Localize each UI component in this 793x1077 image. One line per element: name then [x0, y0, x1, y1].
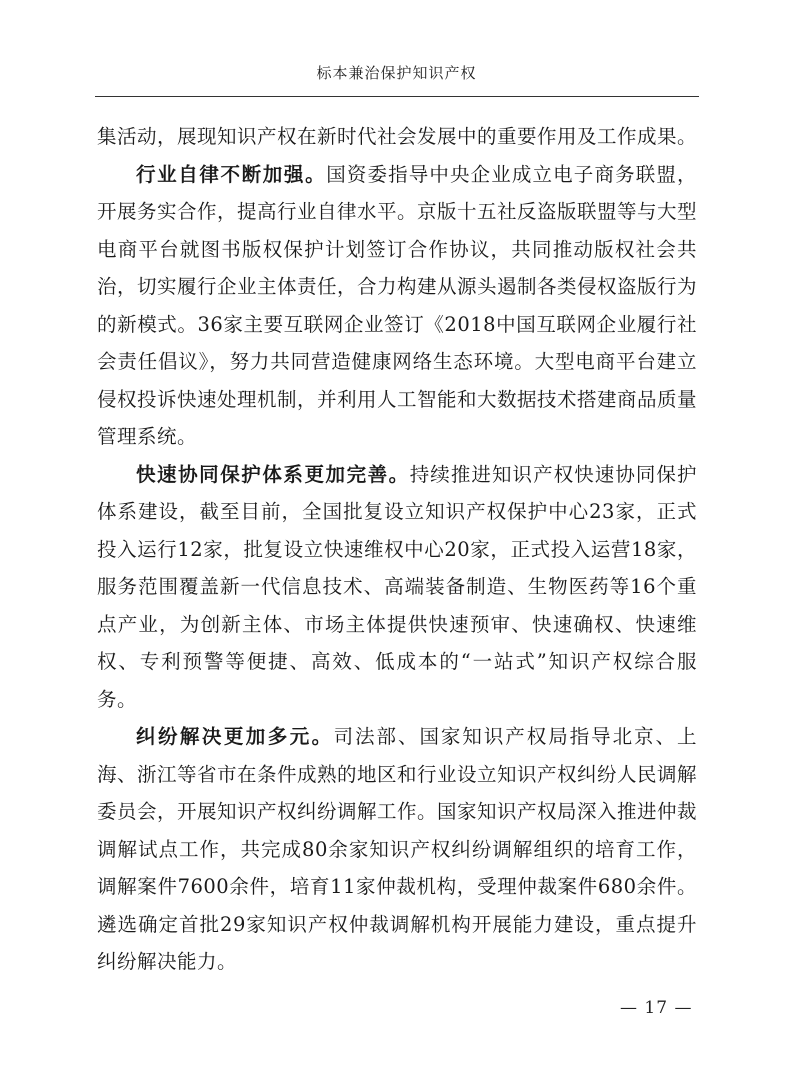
paragraph-industry-self-discipline — [97, 156, 697, 456]
paragraph-text: 持续推进知识产权快速协同保护体系建设，截至目前，全国批复设立知识产权保护中心23家，正式投入运行12家，批复设立快速维权中心20家，正式投入运营18家，服务范围覆盖新一代信息技术、高端装备制造、生物医药等16个重点产业，为创新主体、市场主体提供快速预审、快速确权、快速维权、专利预警等便捷、高效、低成本的“一站式”知识产权综合服务。 — [97, 462, 697, 711]
paragraph-lead-heading: 纠纷解决更加多元。 — [136, 725, 334, 748]
paragraph-text: 司法部、国家知识产权局指导北京、上海、浙江等省市在条件成熟的地区和行业设立知识产权纠纷人民调解委员会，开展知识产权纠纷调解工作。国家知识产权局深入推进仲裁调解试点工作，共完成80余家知识产权纠纷调解组织的培育工作，调解案件7600余件，培育11家仲裁机构，受理仲裁案件680余件。遴选确定首批29家知识产权仲裁调解机构开展能力建设，重点提升纠纷解决能力。 — [97, 725, 698, 973]
paragraph-rapid-protection-system — [97, 456, 697, 719]
header-rule — [95, 96, 699, 97]
paragraph-lead-heading: 快速协同保护体系更加完善。 — [136, 462, 410, 486]
paragraph-continuation — [97, 118, 697, 156]
paragraph-lead-heading: 行业自律不断加强。 — [136, 162, 327, 186]
paragraph-text: 集活动，展现知识产权在新时代社会发展中的重要作用及工作成果。 — [97, 125, 698, 148]
page-number: — 17 — — [620, 998, 693, 1018]
running-header: 标本兼治保护知识产权 — [316, 64, 477, 82]
paragraph-dispute-resolution — [97, 718, 697, 981]
body-text — [97, 118, 697, 981]
paragraph-text: 国资委指导中央企业成立电子商务联盟，开展务实合作，提高行业自律水平。京版十五社反盗版联盟等与大型电商平台就图书版权保护计划签订合作协议，共同推动版权社会共治，切实履行企业主体责任，合力构建从源头遏制各类侵权盗版行为的新模式。36家主要互联网企业签订《2018中国互联网企业履行社会责任倡议》，努力共同营造健康网络生态环境。大型电商平台建立侵权投诉快速处理机制，并利用人工智能和大数据技术搭建商品质量管理系统。 — [97, 162, 698, 448]
